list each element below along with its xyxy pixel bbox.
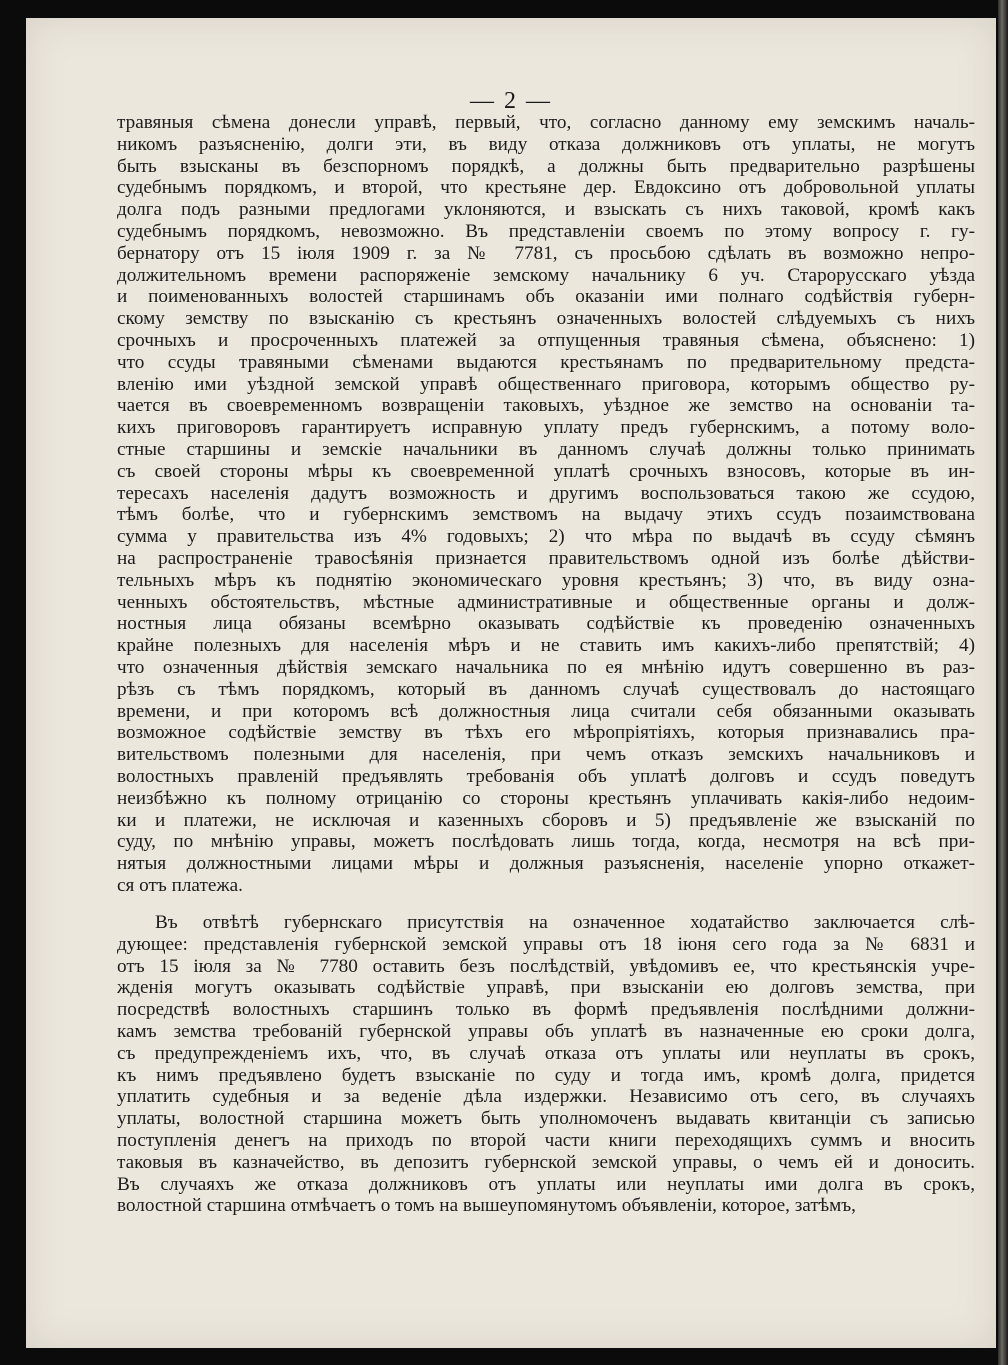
text-line: камъ земства требованій губернской управы объ уплатѣ въ назначенные ею сроки долга,: [117, 1020, 975, 1042]
text-line: поступленія денегъ на приходъ по второй части книги переходящихъ суммъ и вносить: [117, 1129, 975, 1151]
text-line: ся отъ платежа.: [117, 874, 243, 896]
text-line: вленію ими уѣздной земской управѣ общественнаго приговора, которымъ общество ру-: [117, 373, 975, 395]
text-line: тѣмъ болѣе, что и губернскимъ земствомъ на выдачу этихъ ссудъ позаимствована: [117, 504, 975, 526]
text-line: и поименованныхъ волостей старшинамъ объ оказаніи ими полнаго содѣйствія губерн-: [117, 286, 975, 308]
text-line: отъ 15 іюля за № 7780 оставить безъ послѣдствій, увѣдомивъ ее, что крестьянскія учре-: [117, 955, 975, 977]
text-line: сумма у правительства изъ 4% годовыхъ; 2) что мѣра по выдачѣ въ ссуду сѣмянъ: [117, 526, 975, 548]
text-line: должительномъ времени распоряженіе земскому начальнику 6 уч. Старорусскаго уѣзда: [117, 264, 975, 286]
paragraph-2: [117, 912, 975, 1217]
text-line: тересахъ населенія дадутъ возможность и другимъ воспользоваться такою же ссудою,: [117, 482, 975, 504]
text-line: уплатить судебныя и за веденіе дѣла издержки. Независимо отъ сего, въ случаяхъ: [117, 1086, 975, 1108]
text-line: бернатору отъ 15 іюля 1909 г. за № 7781, съ просьбою сдѣлать въ возможно непро-: [117, 242, 975, 264]
text-line: судебнымъ порядкомъ, невозможно. Въ представленіи своемъ по этому вопросу г. гу-: [117, 220, 975, 242]
text-line: быть взысканы въ безспорномъ порядкѣ, а должны быть предварительно разрѣшены: [117, 155, 975, 177]
text-line: что ссуды травяными сѣменами выдаются крестьянамъ по предварительному предста-: [117, 351, 975, 373]
text-line: ностныя лица обязаны всемѣрно оказывать содѣйствіе къ проведенію означенныхъ: [117, 613, 975, 635]
text-line: ченныхъ обстоятельствъ, мѣстные административные и общественные органы и долж-: [117, 591, 975, 613]
text-line: ки и платежи, не исключая и казенныхъ сборовъ и 5) предъявленіе же взысканій по: [117, 809, 975, 831]
text-line: чается въ своевременномъ возвращеніи таковыхъ, уѣздное же земство на основаніи та-: [117, 395, 975, 417]
book-edge: [998, 0, 1008, 1365]
text-line: нятыя должностными лицами мѣры и должныя разъясненія, населеніе упорно откажет-: [117, 853, 975, 875]
text-line: травяныя сѣмена донесли управѣ, первый, что, согласно данному ему земскимъ началь-: [117, 112, 975, 133]
page-number: — 2 —: [470, 88, 552, 114]
text-line: крайне полезныхъ для населенія мѣръ и не ставить имъ какихъ-либо препятствій; 4): [117, 635, 975, 657]
text-line: Въ отвѣтѣ губернскаго присутствія на означенное ходатайство заключается слѣ-: [155, 912, 975, 933]
text-line: на распространеніе травосѣянія признается правительствомъ одной изъ болѣе дѣйстви-: [117, 547, 975, 569]
text-line: судебнымъ порядкомъ, и второй, что крестьяне дер. Евдоксино отъ добровольной уплаты: [117, 177, 975, 199]
text-line: Въ случаяхъ же отказа должниковъ отъ уплаты или неуплаты ими долга въ срокъ,: [117, 1173, 975, 1195]
text-line: кихъ приговоровъ гарантируетъ исправную уплату предъ губернскимъ, а потому воло-: [117, 417, 975, 439]
text-line: возможное содѣйствіе земству въ тѣхъ его мѣропріятіяхъ, которыя признавались пра-: [117, 722, 975, 744]
text-line: долга подъ разными предлогами уклоняются, и взыскать съ нихъ таковой, кромѣ какъ: [117, 199, 975, 221]
text-line: посредствѣ волостныхъ старшинъ только въ формѣ предъявленія послѣдними должни-: [117, 999, 975, 1021]
text-line: скому земству по взысканію съ крестьянъ означенныхъ волостей слѣдуемыхъ съ нихъ: [117, 308, 975, 330]
text-line: неизбѣжно къ полному отрицанію со стороны крестьянъ уплачивать какія-либо недоим-: [117, 787, 975, 809]
text-line: съ предупрежденіемъ ихъ, что, въ случаѣ отказа отъ уплаты или неуплаты въ срокъ,: [117, 1042, 975, 1064]
text-line: рѣзъ съ тѣмъ порядкомъ, который въ данномъ случаѣ существовалъ до настоящаго: [117, 678, 975, 700]
paragraph-1: [117, 112, 975, 897]
text-line: тельныхъ мѣръ къ поднятію экономическаго уровня крестьянъ; 3) что, въ виду озна-: [117, 569, 975, 591]
text-line: жденія могутъ оказывать содѣйствіе управѣ, при взысканіи ею долговъ земства, при: [117, 977, 975, 999]
text-line: что означенныя дѣйствія земскаго начальника по ея мнѣнію идутъ совершенно въ раз-: [117, 656, 975, 678]
text-line: съ своей стороны мѣры къ своевременной уплатѣ срочныхъ взносовъ, которые въ ин-: [117, 460, 975, 482]
text-line: дующее: представленія губернской земской управы отъ 18 іюня сего года за № 6831 и: [117, 933, 975, 955]
text-line: волостныхъ правленій предъявлять требованія объ уплатѣ долговъ и ссудъ поведутъ: [117, 765, 975, 787]
text-line: къ нимъ предъявлено будетъ взысканіе по суду и тогда имъ, кромѣ долга, придется: [117, 1064, 975, 1086]
text-line: суду, по мнѣнію управы, можетъ послѣдовать лишь тогда, когда, несмотря на всѣ при-: [117, 831, 975, 853]
text-line: стные старшины и земскіе начальники въ данномъ случаѣ должны только принимать: [117, 438, 975, 460]
text-line: вительствомъ полезными для населенія, при чемъ отказъ земскихъ начальниковъ и: [117, 744, 975, 766]
text-line: таковыя въ казначейство, въ депозитъ губернской земской управы, о чемъ ей и доносить.: [117, 1151, 975, 1173]
text-line: никомъ разъясненію, долги эти, въ виду отказа должниковъ отъ уплаты, не могутъ: [117, 133, 975, 155]
text-line: уплаты, волостной старшина можетъ быть уполномоченъ выдавать квитанціи съ записью: [117, 1108, 975, 1130]
text-line: волостной старшина отмѣчаетъ о томъ на вышеупомянутомъ объявленіи, которое, затѣмъ,: [117, 1195, 856, 1217]
text-line: срочныхъ и просроченныхъ платежей за отпущенныя травяныя сѣмена, объяснено: 1): [117, 329, 975, 351]
text-line: времени, и при которомъ всѣ должностныя лица считали себя обязанными оказывать: [117, 700, 975, 722]
